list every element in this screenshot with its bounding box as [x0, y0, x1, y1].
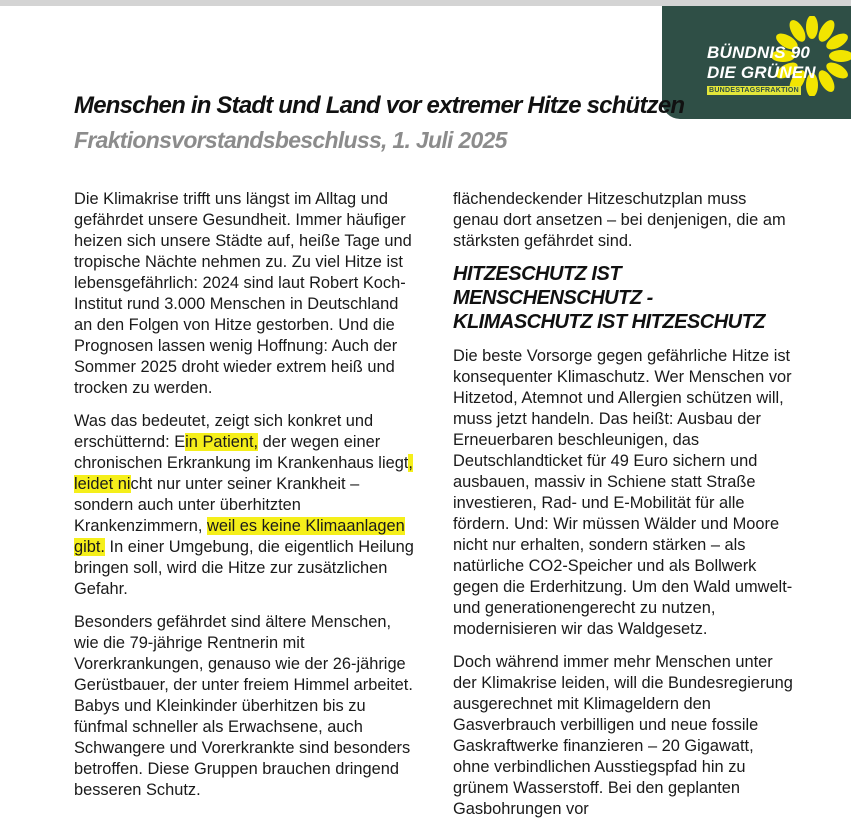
logo-line-3: BUNDESTAGSFRAKTION [708, 87, 800, 94]
paragraph-hospital-example [74, 411, 414, 600]
paragraph-climate-protection: Die beste Vorsorge gegen gefährliche Hitze ist konsequenter Klimaschutz. Wer Menschen vor Hitzetod, Atemnot und Allergien schützen will, muss jetzt handeln. Das heißt: Ausbau der Erneuerbaren beschleunigen, das Deutschlandticket für 49 Euro sichern und ausbauen, massiv in Schiene statt Straße investieren, Rad- und E-Mobilität für alle fördern. Und: Wir müssen Wälder und Moore nicht nur erhalten, sondern stärken – als natürliche CO2-Speicher und als Bollwerk gegen die Erderhitzung. Um den Wald umwelt- und generationengerecht zu nutzen, modernisieren wir das Waldgesetz. [453, 347, 793, 638]
logo-line-2: DIE GRÜNEN [707, 63, 816, 82]
text-segment: Was das bedeutet, zeigt sich konkret und erschütternd: E [74, 412, 374, 451]
paragraph-intro: Die Klimakrise trifft uns längst im Alltag und gefährdet unsere Gesundheit. Immer häufiger heizen sich unsere Städte auf, heiße Tage und tropische Nächte nehmen zu. Zu viel Hitze ist lebensgefährlich: 2024 sind laut Robert Koch-Institut rund 3.000 Menschen in Deutschland an den Folgen von Hitze gestorben. Und die Prognosen lassen wenig Hoffnung: Auch der Sommer 2025 droht wieder extrem heiß und trocken zu werden. [74, 190, 412, 397]
left-column [74, 189, 414, 813]
highlighted-text: weil es keine Klimaanlagen gibt. [74, 517, 405, 556]
text-segment: cht nur unter seiner Krankheit – sondern auch unter überhitzten Krankenzimmern, [74, 475, 360, 535]
highlighted-text: , leidet ni [74, 454, 413, 493]
document-title: Menschen in Stadt und Land vor extremer Hitze schützen [74, 92, 685, 119]
heading-line-1: HITZESCHUTZ IST MENSCHENSCHUTZ - [453, 263, 653, 309]
highlighted-text: in Patient, [185, 433, 259, 451]
section-heading [453, 262, 793, 334]
logo-line-1: BÜNDNIS 90 [707, 43, 811, 62]
paragraph-continued: flächendeckender Hitzeschutzplan muss genau dort ansetzen – bei denjenigen, die am stärksten gefährdet sind. [453, 190, 786, 250]
text-segment: In einer Umgebung, die eigentlich Heilung bringen soll, wird die Hitze zur zusätzlichen Gefahr. [74, 538, 414, 598]
heading-line-2: KLIMASCHUTZ IST HITZESCHUTZ [453, 311, 766, 333]
party-logo [662, 6, 851, 119]
paragraph-vulnerable-groups: Besonders gefährdet sind ältere Menschen, wie die 79-jährige Rentnerin mit Vorerkrankungen, genauso wie der 26-jährige Gerüstbauer, der unter freiem Himmel arbeitet. Babys und Kleinkinder überhitzen bis zu fünfmal schneller als Erwachsene, auch Schwangere und Vorerkrankte sind besonders betroffen. Diese Gruppen brauchen dringend besseren Schutz. [74, 613, 413, 799]
right-column [453, 189, 793, 832]
paragraph-government-criticism: Doch während immer mehr Menschen unter der Klimakrise leiden, will die Bundesregierung ausgerechnet mit Klimageldern den Gasverbrauch verbilligen und neue fossile Gaskraftwerke finanzieren – 20 Gigawatt, ohne verbindlichen Ausstiegspfad hin zu grünem Wasserstoff. Bei den geplanten Gasbohrungen vor [453, 653, 793, 818]
text-segment: der wegen einer chronischen Erkrankung im Krankenhaus liegt [74, 433, 409, 472]
document-subtitle: Fraktionsvorstandsbeschluss, 1. Juli 2025 [74, 127, 507, 153]
